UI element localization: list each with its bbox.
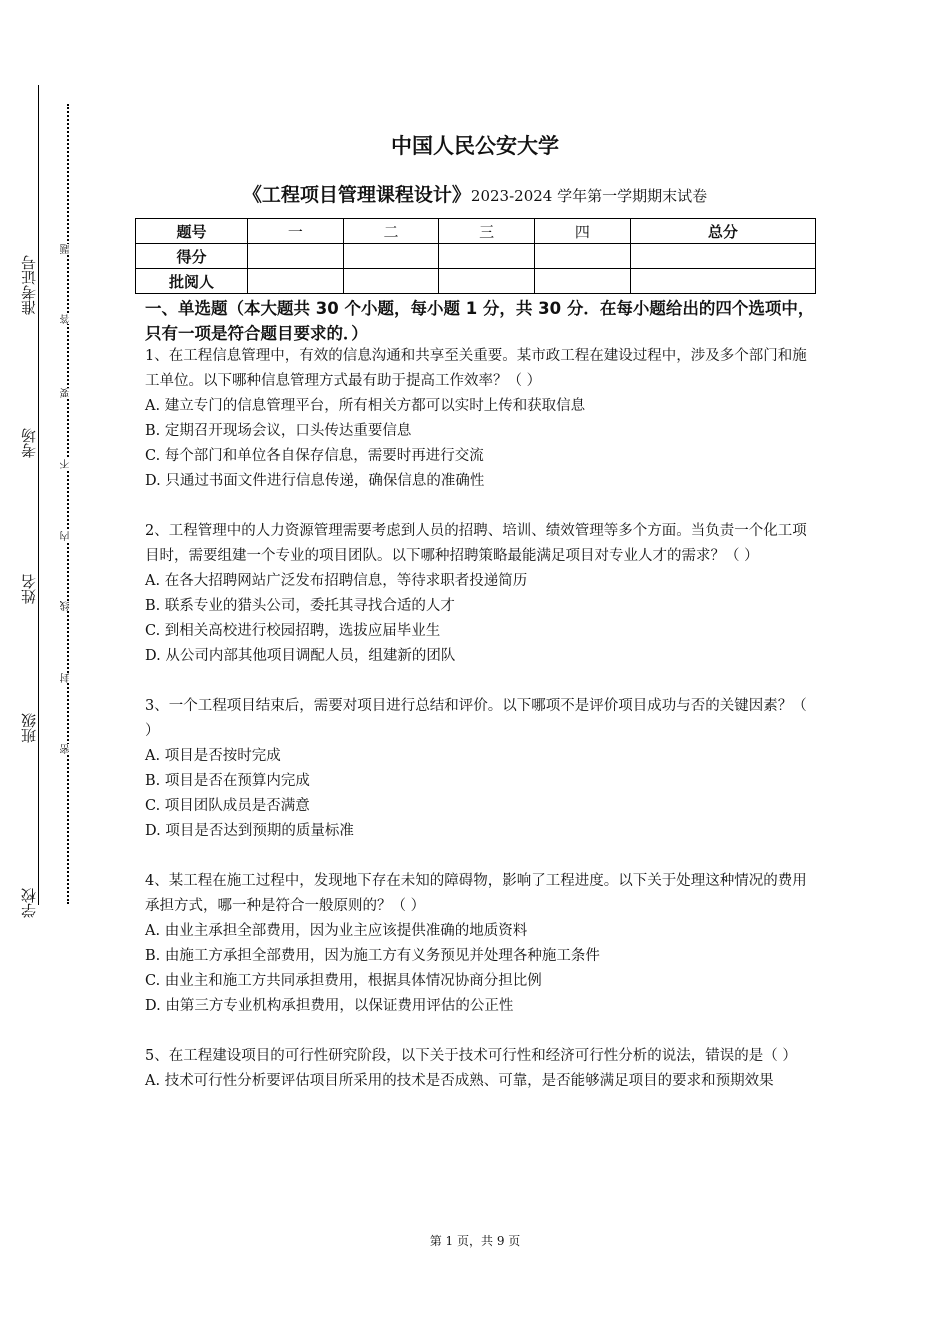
reviewer-cell[interactable] [439,269,535,294]
seal-char: 题 [61,244,72,254]
option-d: D. 只通过书面文件进行信息传递，确保信息的准确性 [145,473,485,489]
reviewer-cell[interactable] [248,269,344,294]
question-stem: 1、在工程信息管理中，有效的信息沟通和共享至关重要。某市政工程在建设过程中，涉及多个部门和施工单位。以下哪种信息管理方式最有助于提高工作效率？（ ） [145,348,807,389]
score-table-row [136,269,816,294]
option-b: B. 定期召开现场会议，口头传达重要信息 [145,423,412,439]
section-heading: 一、单选题（本大题共 30 个小题，每小题 1 分，共 30 分．在每小题给出的四个选项中，只有一项是符合题目要求的．） [145,299,815,343]
option-a: A. 技术可行性分析要评估项目所采用的技术是否成熟、可靠，是否能够满足项目的要求和预期效果 [145,1073,774,1089]
seal-char: 要 [61,388,72,398]
question-stem: 4、某工程在施工过程中，发现地下存在未知的障碍物，影响了工程进度。以下关于处理这种情况的费用承担方式，哪一种是符合一般原则的？（ ） [145,873,807,914]
option-b: B. 联系专业的猎头公司，委托其寻找合适的人才 [145,598,455,614]
binding-solid-line [38,85,39,905]
score-table [135,218,816,294]
option-a: A. 由业主承担全部费用，因为业主应该提供准确的地质资料 [145,923,528,939]
reviewer-cell[interactable] [535,269,631,294]
score-table-header: 三 [439,219,535,244]
option-d: D. 项目是否达到预期的质量标准 [145,823,354,839]
option-c: C. 由业主和施工方共同承担费用，根据具体情况协商分担比例 [145,973,542,989]
page-number: 第 1 页，共 9 页 [429,1234,521,1248]
question-4 [145,869,809,1019]
option-b: B. 由施工方承担全部费用，因为施工方有义务预见并处理各种施工条件 [145,948,600,964]
score-table-header-row [136,219,816,244]
score-table-header: 一 [248,219,344,244]
seal-char: 封 [61,673,72,683]
score-cell[interactable] [535,244,631,269]
exam-number-label: 准考证号 [20,255,38,315]
question-3 [145,694,809,844]
option-a: A. 在各大招聘网站广泛发布招聘信息，等待求职者投递简历 [145,573,528,589]
exam-subtitle [0,180,950,207]
question-stem: 5、在工程建设项目的可行性研究阶段，以下关于技术可行性和经济可行性分析的说法，错误的是（ ） [145,1048,797,1064]
option-b: B. 项目是否在预算内完成 [145,773,310,789]
option-a: A. 项目是否按时完成 [145,748,281,764]
option-d: D. 由第三方专业机构承担费用，以保证费用评估的公正性 [145,998,514,1014]
page-title: 中国人民公安大学 [391,134,559,158]
score-cell[interactable] [343,244,439,269]
score-cell[interactable] [248,244,344,269]
score-cell[interactable] [439,244,535,269]
question-1 [145,344,809,494]
seal-char: 不 [61,459,72,469]
reviewer-cell[interactable] [343,269,439,294]
option-d: D. 从公司内部其他项目调配人员，组建新的团队 [145,648,456,664]
exam-room-label: 考场 [20,428,38,458]
question-stem: 3、一个工程项目结束后，需要对项目进行总结和评价。以下哪项不是评价项目成功与否的关键因素？（ ） [145,698,807,739]
class-label: 班级 [20,713,38,743]
question-stem: 2、工程管理中的人力资源管理需要考虑到人员的招聘、培训、绩效管理等多个方面。当负责一个化工项目时，需要组建一个专业的项目团队。以下哪种招聘策略最能满足项目对专业人才的需求？（ ） [145,523,807,564]
name-label: 姓名 [20,574,38,604]
seal-char: 密 [61,744,72,754]
score-table-header: 四 [535,219,631,244]
reviewer-cell[interactable] [630,269,815,294]
seal-char: 线 [61,601,72,611]
course-name: 《工程项目管理课程设计》 [242,184,471,206]
score-table-header: 题号 [136,219,248,244]
option-c: C. 到相关高校进行校园招聘，选拔应届毕业生 [145,623,441,639]
binding-dotted-line [67,104,69,904]
option-c: C. 项目团队成员是否满意 [145,798,310,814]
option-c: C. 每个部门和单位各自保存信息，需要时再进行交流 [145,448,484,464]
question-2 [145,519,809,669]
option-a: A. 建立专门的信息管理平台，所有相关方都可以实时上传和获取信息 [145,398,586,414]
questions-list [145,344,809,1094]
score-table-header: 二 [343,219,439,244]
reviewer-row-label: 批阅人 [136,269,248,294]
score-row-label: 得分 [136,244,248,269]
score-table-row [136,244,816,269]
score-table-header: 总分 [630,219,815,244]
exam-term: 2023-2024 学年第一学期期末试卷 [470,187,708,205]
score-cell[interactable] [630,244,815,269]
school-label: 学校 [20,888,38,918]
seal-char: 内 [61,531,72,541]
question-5 [145,1044,809,1094]
seal-char: 答 [61,314,72,324]
